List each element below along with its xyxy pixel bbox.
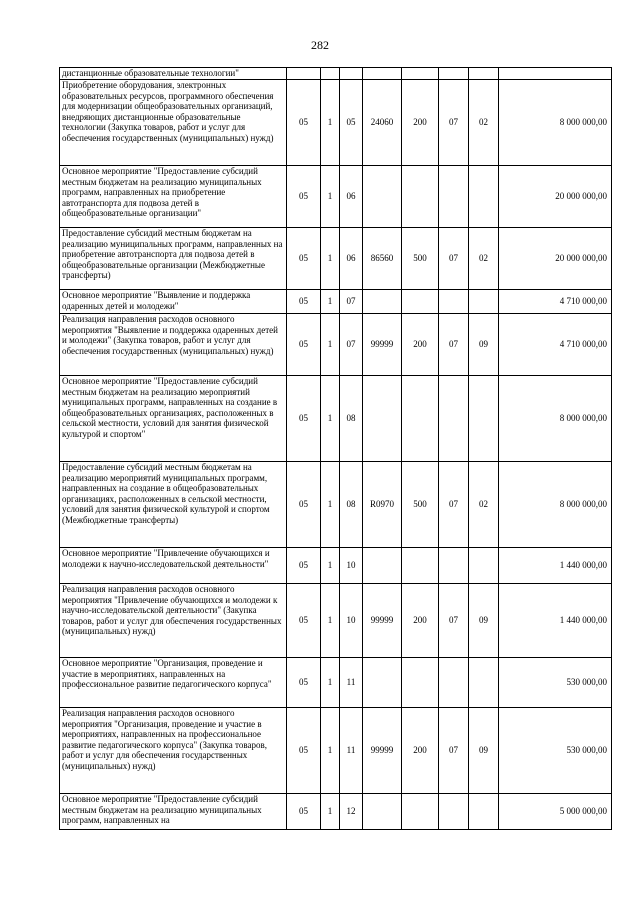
table-row [60,166,612,228]
table-row [60,68,612,80]
rz-cell [439,548,469,584]
subsection-cell: 1 [321,166,340,228]
row-name-cell: Основное мероприятие "Предоставление субсидий местным бюджетам на реализацию муниципальных программ, направленных на приобретение автотранспорта для подвоза детей в общеобразовательные организации" [60,166,287,228]
section-cell: 05 [287,794,321,830]
page-number: 282 [311,38,329,52]
direction-cell [363,794,402,830]
pr-cell: 09 [469,584,499,658]
table-row [60,794,612,830]
expense-type-cell [402,290,439,314]
section-cell: 05 [287,462,321,548]
amount-cell: 20 000 000,00 [499,166,612,228]
row-name-cell: Реализация направления расходов основного мероприятия "Привлечение обучающихся и молодежи к научно-исследовательской деятельности" (Закупка товаров, работ и услуг для обеспечения государственных (муниципальных) нужд) [60,584,287,658]
expense-type-cell [402,166,439,228]
row-name-cell: Основное мероприятие "Предоставление субсидий местным бюджетам на реализацию мероприятий муниципальных программ, направленных на создание в общеобразовательных организациях, расположенных в сельской местности, условий для занятия физической культурой и спортом" [60,376,287,462]
direction-cell [363,548,402,584]
amount-cell: 4 710 000,00 [499,290,612,314]
section-cell: 05 [287,314,321,376]
pr-cell: 09 [469,314,499,376]
program-cell: 11 [340,708,363,794]
pr-cell [469,68,499,80]
program-cell: 11 [340,658,363,708]
rz-cell [439,376,469,462]
subsection-cell: 1 [321,794,340,830]
direction-cell: 99999 [363,314,402,376]
section-cell: 05 [287,290,321,314]
section-cell: 05 [287,80,321,166]
row-name-cell: Основное мероприятие "Выявление и поддержка одаренных детей и молодежи" [60,290,287,314]
row-name-cell: Приобретение оборудования, электронных образовательных ресурсов, программного обеспечения для модернизации общеобразовательных организаций, внедряющих дистанционные образовательные технологии (Закупка товаров, работ и услуг для обеспечения государственных (муниципальных) нужд) [60,80,287,166]
row-name-cell: Основное мероприятие "Организация, проведение и участие в мероприятиях, направленных на профессиональное развитие педагогического корпуса" [60,658,287,708]
rz-cell: 07 [439,462,469,548]
rz-cell [439,794,469,830]
amount-cell: 4 710 000,00 [499,314,612,376]
amount-cell: 530 000,00 [499,658,612,708]
section-cell: 05 [287,376,321,462]
amount-cell [499,68,612,80]
amount-cell: 1 440 000,00 [499,584,612,658]
expense-type-cell [402,376,439,462]
program-cell: 08 [340,462,363,548]
direction-cell [363,290,402,314]
rz-cell: 07 [439,584,469,658]
section-cell: 05 [287,228,321,290]
amount-cell: 20 000 000,00 [499,228,612,290]
row-name-cell: Основное мероприятие "Предоставление субсидий местным бюджетам на реализацию муниципальных программ, направленных на [60,794,287,830]
table-row [60,462,612,548]
direction-cell: 99999 [363,584,402,658]
subsection-cell: 1 [321,80,340,166]
rz-cell [439,68,469,80]
amount-cell: 530 000,00 [499,708,612,794]
pr-cell [469,658,499,708]
amount-cell: 5 000 000,00 [499,794,612,830]
table-row [60,708,612,794]
row-name-cell: Предоставление субсидий местным бюджетам на реализацию муниципальных программ, направленных на приобретение автотранспорта для подвоза детей в общеобразовательные организации (Межбюджетные трансферты) [60,228,287,290]
expense-type-cell: 200 [402,80,439,166]
row-name-cell: дистанционные образовательные технологии" [60,68,287,80]
direction-cell: R0970 [363,462,402,548]
table-row [60,290,612,314]
subsection-cell: 1 [321,228,340,290]
pr-cell [469,794,499,830]
section-cell: 05 [287,584,321,658]
program-cell: 10 [340,584,363,658]
expense-type-cell [402,548,439,584]
table-row [60,584,612,658]
direction-cell [363,68,402,80]
table-row [60,548,612,584]
pr-cell [469,166,499,228]
row-name-cell: Реализация направления расходов основного мероприятия "Выявление и поддержка одаренных детей и молодежи" (Закупка товаров, работ и услуг для обеспечения государственных (муниципальных) нужд) [60,314,287,376]
program-cell: 06 [340,166,363,228]
expense-type-cell: 200 [402,314,439,376]
expense-type-cell: 500 [402,228,439,290]
program-cell: 06 [340,228,363,290]
table-row [60,80,612,166]
pr-cell: 02 [469,228,499,290]
pr-cell: 02 [469,462,499,548]
pr-cell [469,290,499,314]
subsection-cell: 1 [321,548,340,584]
pr-cell: 09 [469,708,499,794]
rz-cell [439,166,469,228]
rz-cell: 07 [439,708,469,794]
table-row [60,376,612,462]
expense-type-cell [402,68,439,80]
subsection-cell: 1 [321,708,340,794]
table-row [60,228,612,290]
program-cell: 12 [340,794,363,830]
subsection-cell [321,68,340,80]
pr-cell [469,548,499,584]
subsection-cell: 1 [321,584,340,658]
amount-cell: 1 440 000,00 [499,548,612,584]
direction-cell [363,166,402,228]
row-name-cell: Реализация направления расходов основного мероприятия "Организация, проведение и участие в мероприятиях, направленных на профессиональное развитие педагогического корпуса" (Закупка товаров, работ и услуг для обеспечения государственных (муниципальных) нужд) [60,708,287,794]
row-name-cell: Предоставление субсидий местным бюджетам на реализацию мероприятий муниципальных программ, направленных на создание в общеобразовательных организациях, расположенных в сельской местности, условий для занятия физической культурой и спортом (Межбюджетные трансферты) [60,462,287,548]
rz-cell: 07 [439,80,469,166]
subsection-cell: 1 [321,376,340,462]
expense-type-cell [402,794,439,830]
program-cell [340,68,363,80]
amount-cell: 8 000 000,00 [499,376,612,462]
rz-cell [439,290,469,314]
pr-cell [469,376,499,462]
program-cell: 07 [340,314,363,376]
section-cell: 05 [287,548,321,584]
direction-cell: 99999 [363,708,402,794]
table-row [60,314,612,376]
amount-cell: 8 000 000,00 [499,462,612,548]
subsection-cell: 1 [321,658,340,708]
row-name-cell: Основное мероприятие "Привлечение обучающихся и молодежи к научно-исследовательской деятельности" [60,548,287,584]
direction-cell: 86560 [363,228,402,290]
program-cell: 07 [340,290,363,314]
direction-cell [363,376,402,462]
section-cell: 05 [287,708,321,794]
program-cell: 08 [340,376,363,462]
table-row [60,658,612,708]
direction-cell [363,658,402,708]
rz-cell: 07 [439,314,469,376]
subsection-cell: 1 [321,314,340,376]
direction-cell: 24060 [363,80,402,166]
amount-cell: 8 000 000,00 [499,80,612,166]
section-cell: 05 [287,658,321,708]
expense-type-cell: 500 [402,462,439,548]
subsection-cell: 1 [321,290,340,314]
section-cell: 05 [287,166,321,228]
expense-type-cell: 200 [402,708,439,794]
expense-type-cell: 200 [402,584,439,658]
subsection-cell: 1 [321,462,340,548]
rz-cell: 07 [439,228,469,290]
rz-cell [439,658,469,708]
budget-table [59,67,612,830]
program-cell: 05 [340,80,363,166]
program-cell: 10 [340,548,363,584]
pr-cell: 02 [469,80,499,166]
expense-type-cell [402,658,439,708]
section-cell [287,68,321,80]
